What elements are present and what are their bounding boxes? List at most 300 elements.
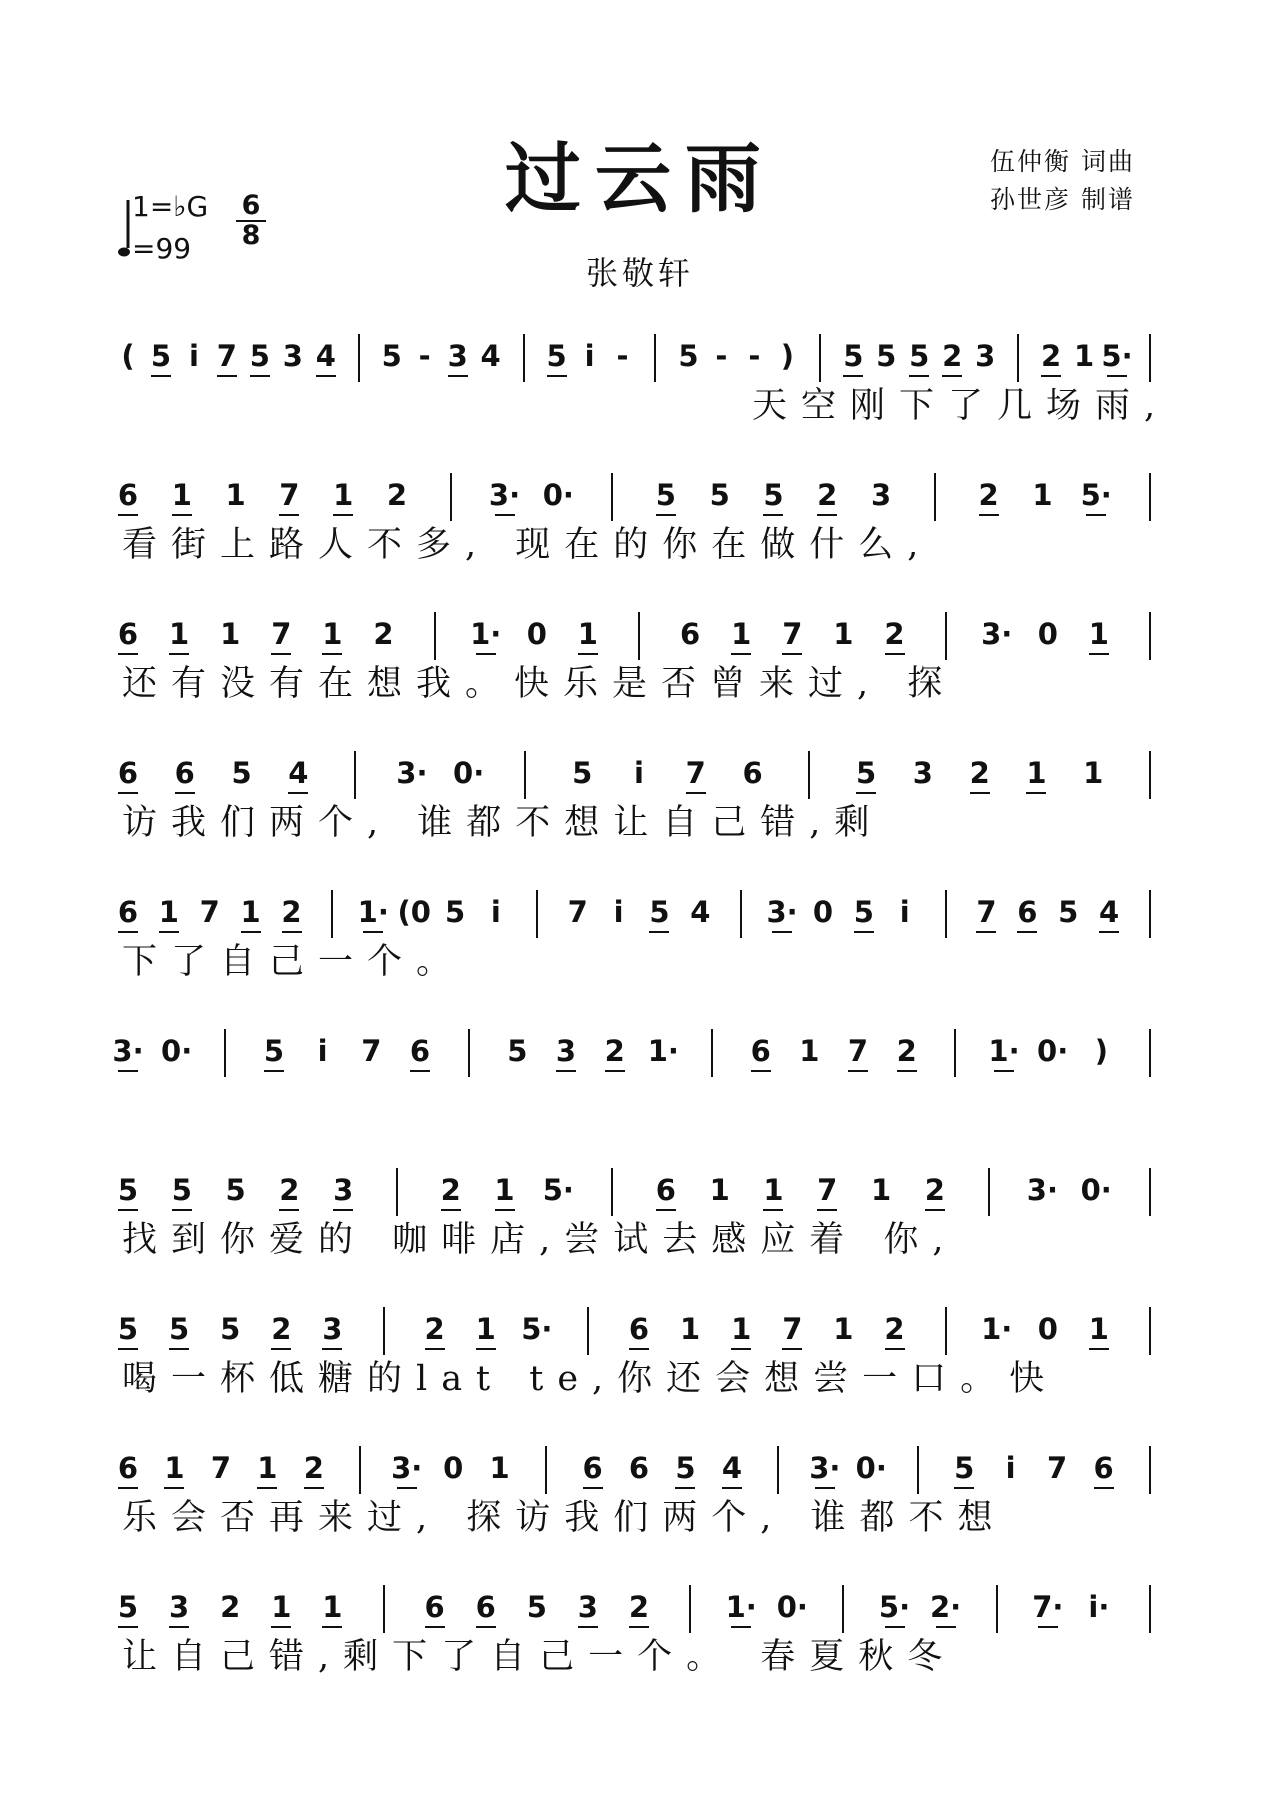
note: 7 bbox=[817, 1173, 838, 1207]
note: 0 bbox=[1037, 1312, 1058, 1346]
time-signature bbox=[236, 192, 266, 250]
beam-underline bbox=[397, 1487, 417, 1489]
beam-underline bbox=[264, 1070, 284, 1072]
lyric-line: 乐会否再来过, 探访我们两个, 谁都不想 bbox=[122, 1498, 1007, 1538]
note: 5 bbox=[263, 1034, 285, 1068]
note: 5 bbox=[678, 339, 699, 373]
beam-underline bbox=[1086, 514, 1106, 516]
beam-underline bbox=[316, 375, 336, 377]
note: 7 bbox=[361, 1034, 382, 1068]
beam-underline bbox=[495, 1209, 515, 1211]
note: 2 bbox=[942, 339, 963, 373]
note: 6 bbox=[655, 1173, 676, 1207]
beam-underline bbox=[172, 514, 192, 516]
note: 7 bbox=[199, 895, 220, 929]
note: 5· bbox=[1101, 339, 1133, 373]
note: 1 bbox=[164, 1451, 185, 1485]
note: 1 bbox=[158, 895, 179, 929]
note: 3 bbox=[912, 756, 933, 790]
score-line bbox=[0, 757, 1280, 877]
note: i bbox=[613, 895, 624, 929]
note: 1 bbox=[322, 1590, 343, 1624]
note: 1 bbox=[680, 1312, 701, 1346]
barline bbox=[808, 751, 810, 799]
lyric-line: 还有没有在想我。快乐是否曾来过, 探 bbox=[122, 664, 957, 704]
barline bbox=[740, 890, 742, 938]
beam-underline bbox=[843, 375, 863, 377]
lyric-line: 喝一杯低糖的lat te,你还会想尝一口。快 bbox=[122, 1359, 1059, 1399]
note: 5· bbox=[542, 1173, 574, 1207]
barline bbox=[954, 1029, 956, 1077]
note: 3· bbox=[809, 1451, 841, 1485]
beam-underline bbox=[1089, 653, 1109, 655]
beam-underline bbox=[578, 1626, 598, 1628]
beam-underline bbox=[333, 514, 353, 516]
note: 5 bbox=[249, 339, 270, 373]
barline bbox=[359, 1446, 361, 1494]
singer-name: 张敬轩 bbox=[585, 254, 694, 292]
note: 3 bbox=[333, 1173, 354, 1207]
beam-underline bbox=[909, 375, 929, 377]
note: 3· bbox=[981, 617, 1013, 651]
beam-underline bbox=[848, 1070, 868, 1072]
note: 5 bbox=[709, 478, 730, 512]
beam-underline bbox=[675, 1487, 695, 1489]
note: 5 bbox=[655, 478, 676, 512]
barline bbox=[523, 334, 525, 382]
note: 6 bbox=[475, 1590, 496, 1624]
barline bbox=[611, 1168, 613, 1216]
note: 3 bbox=[322, 1312, 343, 1346]
beam-underline bbox=[782, 653, 802, 655]
beam-underline bbox=[118, 1626, 138, 1628]
beam-underline bbox=[250, 375, 270, 377]
barline bbox=[711, 1029, 713, 1077]
note: 1· bbox=[470, 617, 502, 651]
note: i bbox=[1005, 1451, 1016, 1485]
note: 2 bbox=[628, 1590, 650, 1624]
beam-underline bbox=[118, 1209, 138, 1211]
beam-underline bbox=[979, 514, 999, 516]
beam-underline bbox=[271, 1348, 291, 1350]
lyric-line: 找到你爱的 咖啡店,尝试去感应着 你, bbox=[122, 1220, 958, 1260]
beam-underline bbox=[722, 1487, 742, 1489]
barline bbox=[396, 1168, 398, 1216]
beam-underline bbox=[772, 931, 792, 933]
note: 5 bbox=[856, 756, 877, 790]
note: 5 bbox=[675, 1451, 696, 1485]
lyric-line: 看街上路人不多, 现在的你在做什么, bbox=[122, 525, 933, 565]
note: 2 bbox=[1041, 339, 1062, 373]
note: 0· bbox=[453, 756, 485, 790]
note: 1 bbox=[870, 1173, 892, 1207]
note: 0· bbox=[161, 1034, 193, 1068]
barline bbox=[689, 1585, 691, 1633]
barline bbox=[383, 1307, 385, 1355]
beam-underline bbox=[976, 931, 996, 933]
beam-underline bbox=[925, 1209, 945, 1211]
composer-credit: 伍仲衡 词曲 bbox=[990, 147, 1135, 176]
score-line bbox=[0, 1591, 1280, 1711]
note: 1 bbox=[169, 617, 190, 651]
note: 2 bbox=[817, 478, 838, 512]
note: 1 bbox=[1026, 756, 1047, 790]
note: 2 bbox=[440, 1173, 461, 1207]
beam-underline bbox=[1038, 1626, 1058, 1628]
barline bbox=[638, 612, 640, 660]
note: 7 bbox=[271, 617, 292, 651]
note: 5 bbox=[1058, 895, 1079, 929]
beam-underline bbox=[118, 1070, 138, 1072]
beam-underline bbox=[476, 1626, 496, 1628]
beam-underline bbox=[936, 1626, 956, 1628]
note: 0· bbox=[776, 1590, 808, 1624]
note: 2 bbox=[220, 1590, 241, 1624]
beam-underline bbox=[583, 1487, 603, 1489]
barline bbox=[996, 1585, 998, 1633]
barline bbox=[1149, 1029, 1151, 1077]
note: 3· bbox=[766, 895, 798, 929]
note: 1 bbox=[489, 1451, 510, 1485]
barline bbox=[1149, 1307, 1151, 1355]
barline bbox=[1017, 334, 1019, 382]
note: 4 bbox=[1099, 895, 1120, 929]
note: - bbox=[748, 339, 761, 373]
note: ( bbox=[121, 339, 135, 373]
beam-underline bbox=[854, 931, 874, 933]
score-line bbox=[0, 1174, 1280, 1294]
note: 5 bbox=[150, 339, 172, 373]
note: 5 bbox=[220, 1312, 241, 1346]
beam-underline bbox=[476, 1348, 496, 1350]
beam-underline bbox=[425, 1348, 445, 1350]
beam-underline bbox=[1041, 375, 1061, 377]
beam-underline bbox=[333, 1209, 353, 1211]
note: 7 bbox=[210, 1451, 231, 1485]
note: 1· bbox=[988, 1034, 1020, 1068]
note: 1 bbox=[257, 1451, 278, 1485]
beam-underline bbox=[1017, 931, 1037, 933]
beam-underline bbox=[763, 1209, 783, 1211]
note: 5 bbox=[381, 339, 402, 373]
beam-underline bbox=[172, 1209, 192, 1211]
barline bbox=[1149, 1168, 1151, 1216]
note: 4 bbox=[315, 339, 336, 373]
song-title: 过云雨 bbox=[505, 134, 775, 223]
beam-underline bbox=[118, 514, 138, 516]
note: 7 bbox=[782, 1312, 803, 1346]
beam-underline bbox=[241, 931, 261, 933]
beam-underline bbox=[118, 1348, 138, 1350]
note: 7 bbox=[1046, 1451, 1068, 1485]
score-line bbox=[0, 340, 1280, 460]
beam-underline bbox=[410, 1070, 430, 1072]
note: 1 bbox=[799, 1034, 820, 1068]
beam-underline bbox=[942, 375, 962, 377]
note: 1· bbox=[647, 1034, 679, 1068]
beam-underline bbox=[495, 514, 515, 516]
score-line bbox=[0, 1313, 1280, 1433]
note: 5 bbox=[444, 895, 466, 929]
beam-underline bbox=[885, 1348, 905, 1350]
barline bbox=[777, 1446, 779, 1494]
barline bbox=[545, 1446, 547, 1494]
note: 4 bbox=[690, 895, 711, 929]
beam-underline bbox=[686, 792, 706, 794]
note: 6 bbox=[1017, 895, 1038, 929]
note: 2 bbox=[978, 478, 999, 512]
barline bbox=[945, 890, 947, 938]
beam-underline bbox=[954, 1487, 974, 1489]
note: 5 bbox=[853, 895, 874, 929]
note: 5 bbox=[954, 1451, 975, 1485]
key-signature: 1=♭G bbox=[132, 190, 209, 223]
note: 1· bbox=[981, 1312, 1013, 1346]
note: 7 bbox=[216, 339, 237, 373]
note: 5· bbox=[1080, 478, 1112, 512]
note: 1 bbox=[322, 617, 343, 651]
beam-underline bbox=[118, 931, 138, 933]
score-line bbox=[0, 1035, 1280, 1155]
beam-underline bbox=[970, 792, 990, 794]
note: 3 bbox=[555, 1034, 577, 1068]
note: 6 bbox=[117, 1451, 139, 1485]
note: 5 bbox=[171, 1173, 192, 1207]
note: 3· bbox=[112, 1034, 144, 1068]
tempo-marking: =99 bbox=[132, 232, 192, 265]
note: 5 bbox=[507, 1034, 528, 1068]
note: 6 bbox=[582, 1451, 603, 1485]
score-line bbox=[0, 618, 1280, 738]
beam-underline bbox=[425, 1626, 445, 1628]
beam-underline bbox=[629, 1348, 649, 1350]
beam-underline bbox=[1089, 1348, 1109, 1350]
beam-underline bbox=[282, 931, 302, 933]
note: 7 bbox=[567, 895, 588, 929]
note: 5 bbox=[843, 339, 864, 373]
note: 3 bbox=[282, 339, 303, 373]
barline bbox=[819, 334, 821, 382]
beam-underline bbox=[164, 1487, 184, 1489]
barline bbox=[536, 890, 538, 938]
beam-underline bbox=[994, 1070, 1014, 1072]
beam-underline bbox=[578, 653, 598, 655]
note: 5 bbox=[763, 478, 784, 512]
note: 5 bbox=[169, 1312, 190, 1346]
note: - bbox=[715, 339, 728, 373]
barline bbox=[524, 751, 526, 799]
lyric-line: 访我们两个, 谁都不想让自己错,剩 bbox=[122, 803, 884, 843]
note: 1 bbox=[225, 478, 246, 512]
note: 1 bbox=[731, 617, 752, 651]
note: 7· bbox=[1032, 1590, 1064, 1624]
note: - bbox=[616, 339, 629, 373]
note: 2 bbox=[271, 1312, 292, 1346]
beam-underline bbox=[118, 653, 138, 655]
note: 5 bbox=[909, 339, 930, 373]
lyric-line: 让自己错,剩下了自己一个。 春夏秋冬 bbox=[122, 1637, 957, 1677]
barline bbox=[587, 1307, 589, 1355]
note: 1 bbox=[833, 617, 854, 651]
note: 2 bbox=[373, 617, 394, 651]
note: 0 bbox=[812, 895, 834, 929]
note: 2 bbox=[281, 895, 302, 929]
barline bbox=[354, 751, 356, 799]
quarter-note-icon bbox=[118, 198, 132, 260]
beam-underline bbox=[782, 1348, 802, 1350]
note: (0 bbox=[397, 895, 431, 929]
note: 1 bbox=[833, 1312, 854, 1346]
beam-underline bbox=[322, 653, 342, 655]
beam-underline bbox=[448, 375, 468, 377]
note: i bbox=[490, 895, 501, 929]
note: i bbox=[899, 895, 910, 929]
note: 6 bbox=[424, 1590, 445, 1624]
beam-underline bbox=[1107, 375, 1127, 377]
barline bbox=[917, 1446, 919, 1494]
note: 0 bbox=[443, 1451, 464, 1485]
note: 5 bbox=[231, 756, 252, 790]
note: 6 bbox=[680, 617, 701, 651]
note: i bbox=[634, 756, 644, 790]
barline bbox=[1149, 751, 1151, 799]
beam-underline bbox=[288, 792, 308, 794]
note: 2 bbox=[386, 478, 408, 512]
note: 3 bbox=[447, 339, 468, 373]
beam-underline bbox=[885, 1626, 905, 1628]
beam-underline bbox=[856, 792, 876, 794]
barline bbox=[1149, 334, 1151, 382]
beam-underline bbox=[731, 1348, 751, 1350]
beam-underline bbox=[547, 375, 567, 377]
barline bbox=[654, 334, 656, 382]
barline bbox=[1149, 1446, 1151, 1494]
beam-underline bbox=[151, 375, 171, 377]
note: 1 bbox=[1083, 756, 1104, 790]
note: 2 bbox=[884, 1312, 905, 1346]
note: 5 bbox=[225, 1173, 246, 1207]
barline bbox=[224, 1029, 226, 1077]
note: 6 bbox=[174, 756, 195, 790]
note: 1 bbox=[475, 1312, 496, 1346]
note: 1 bbox=[171, 478, 192, 512]
note: 2 bbox=[969, 756, 990, 790]
note: 5 bbox=[117, 1312, 139, 1346]
beam-underline bbox=[649, 931, 669, 933]
beam-underline bbox=[175, 792, 195, 794]
beam-underline bbox=[217, 375, 237, 377]
barline bbox=[1149, 612, 1151, 660]
note: 2 bbox=[884, 617, 905, 651]
barline bbox=[434, 612, 436, 660]
note: 1 bbox=[1032, 478, 1053, 512]
note: 5 bbox=[649, 895, 670, 929]
beam-underline bbox=[279, 1209, 299, 1211]
barline bbox=[988, 1168, 990, 1216]
beam-underline bbox=[731, 653, 751, 655]
beam-underline bbox=[271, 1626, 291, 1628]
beam-underline bbox=[605, 1070, 625, 1072]
lyric-line: 下了自己一个。 bbox=[122, 942, 466, 982]
note: 2· bbox=[929, 1590, 962, 1624]
beam-underline bbox=[322, 1348, 342, 1350]
beam-underline bbox=[1099, 931, 1119, 933]
note: 4 bbox=[288, 756, 309, 790]
note: 7 bbox=[279, 478, 300, 512]
note: 6 bbox=[750, 1034, 771, 1068]
note: 3 bbox=[577, 1590, 598, 1624]
note: 5 bbox=[546, 339, 567, 373]
note: 6 bbox=[628, 1451, 650, 1485]
beam-underline bbox=[304, 1487, 324, 1489]
beam-underline bbox=[441, 1209, 461, 1211]
note: 2 bbox=[896, 1034, 917, 1068]
note: ) bbox=[780, 339, 794, 373]
note: 1 bbox=[271, 1590, 292, 1624]
barline bbox=[450, 473, 452, 521]
beam-underline bbox=[118, 792, 138, 794]
note: 6 bbox=[628, 1312, 650, 1346]
note: 6 bbox=[409, 1034, 431, 1068]
note: 5 bbox=[526, 1590, 547, 1624]
beam-underline bbox=[656, 514, 676, 516]
note: 1· bbox=[725, 1590, 757, 1624]
note: 3· bbox=[391, 1451, 423, 1485]
beam-underline bbox=[169, 1626, 189, 1628]
barline bbox=[611, 473, 613, 521]
note: 2 bbox=[924, 1173, 945, 1207]
beam-underline bbox=[751, 1070, 771, 1072]
note: 0· bbox=[1080, 1173, 1112, 1207]
beam-underline bbox=[169, 1348, 189, 1350]
beam-underline bbox=[279, 514, 299, 516]
lyric-line: 天空刚下了几场雨, bbox=[752, 386, 1170, 426]
beam-underline bbox=[817, 514, 837, 516]
beam-underline bbox=[271, 653, 291, 655]
note: 5 bbox=[876, 339, 897, 373]
note: 1 bbox=[333, 478, 354, 512]
meter-top: 6 bbox=[241, 190, 261, 221]
barline bbox=[945, 612, 947, 660]
beam-underline bbox=[169, 653, 189, 655]
note: 4 bbox=[480, 339, 501, 373]
note: 3 bbox=[975, 339, 996, 373]
beam-underline bbox=[731, 1626, 751, 1628]
note: 5 bbox=[117, 1173, 139, 1207]
beam-underline bbox=[476, 653, 496, 655]
beam-underline bbox=[363, 931, 383, 933]
barline bbox=[945, 1307, 947, 1355]
beam-underline bbox=[118, 1487, 138, 1489]
note: i bbox=[317, 1034, 328, 1068]
note: 2 bbox=[303, 1451, 324, 1485]
note: 2 bbox=[604, 1034, 625, 1068]
note: 7 bbox=[976, 895, 997, 929]
note: 3 bbox=[169, 1590, 190, 1624]
note: 5· bbox=[521, 1312, 553, 1346]
key-tempo-block bbox=[118, 192, 278, 282]
beam-underline bbox=[763, 514, 783, 516]
barline bbox=[331, 890, 333, 938]
barline bbox=[934, 473, 936, 521]
note: 7 bbox=[685, 756, 706, 790]
barline bbox=[468, 1029, 470, 1077]
note: 6 bbox=[117, 756, 139, 790]
note: 0· bbox=[1037, 1034, 1069, 1068]
beam-underline bbox=[897, 1070, 917, 1072]
note: 1 bbox=[1073, 339, 1095, 373]
beam-underline bbox=[656, 1209, 676, 1211]
